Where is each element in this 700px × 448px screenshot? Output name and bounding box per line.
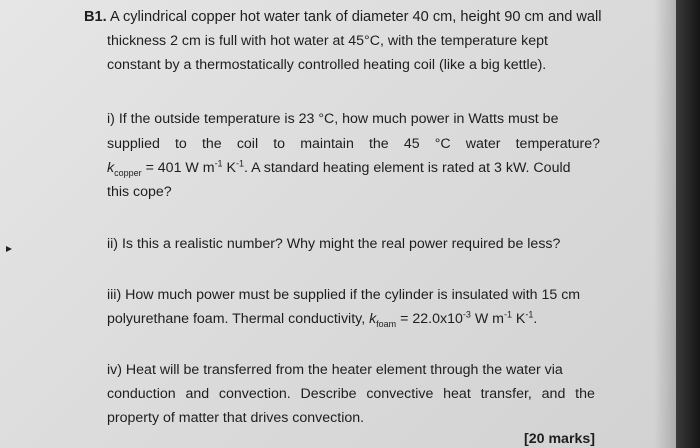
part-i-line-2 bbox=[107, 135, 600, 153]
word: temperature? bbox=[515, 136, 600, 152]
marks-total: [20 marks] bbox=[524, 431, 595, 447]
part-iii-period: . bbox=[533, 311, 538, 327]
part-iii-text-2: polyurethane foam. Thermal conductivity, bbox=[107, 311, 370, 327]
exponent: -1 bbox=[235, 158, 244, 169]
word: the bbox=[575, 386, 595, 402]
k-copper-value: = 401 W m bbox=[141, 160, 215, 176]
question-intro-line-3 bbox=[107, 56, 546, 74]
word: transfer, bbox=[480, 386, 532, 402]
part-i-text-1: i) If the outside temperature is 23 °C, how much power in Watts must be bbox=[107, 111, 559, 127]
part-ii-text-1: ii) Is this a realistic number? Why might the real power required be less? bbox=[107, 236, 561, 252]
exponent: -1 bbox=[503, 309, 512, 320]
part-iv-text-1: iv) Heat will be transferred from the heater element through the water via bbox=[107, 362, 563, 378]
k-foam-subscript: foam bbox=[376, 318, 397, 329]
part-i-line-3 bbox=[107, 159, 571, 177]
word: convection. bbox=[218, 386, 291, 402]
word: water bbox=[465, 136, 501, 152]
exponent: -3 bbox=[462, 309, 471, 320]
word: 45 bbox=[403, 136, 420, 152]
part-ii-line-1 bbox=[107, 235, 560, 253]
word: coil bbox=[236, 136, 259, 152]
word: maintain bbox=[300, 136, 354, 152]
question-intro-line-2 bbox=[107, 32, 548, 50]
k-foam-symbol: k bbox=[369, 311, 377, 327]
word: heat bbox=[443, 386, 471, 402]
part-iv-line-2 bbox=[107, 385, 595, 403]
intro-text-2: thickness 2 cm is full with hot water at 45°C, with the temperature kept bbox=[107, 33, 548, 49]
k-copper-unit: K bbox=[222, 160, 236, 176]
word: the bbox=[201, 136, 222, 152]
part-i-line-1 bbox=[107, 110, 558, 128]
question-number: B1. bbox=[84, 9, 107, 25]
word: Describe bbox=[300, 386, 357, 402]
part-iii-line-2 bbox=[107, 310, 537, 328]
page-edge-shadow bbox=[676, 0, 700, 448]
part-iii-line-1 bbox=[107, 286, 580, 304]
exponent: -1 bbox=[214, 158, 223, 169]
intro-text-3: constant by a thermostatically controlled heating coil (like a big kettle). bbox=[107, 57, 547, 73]
word: conduction bbox=[107, 386, 176, 402]
word: the bbox=[368, 136, 389, 152]
word: supplied bbox=[107, 136, 160, 152]
word: and bbox=[185, 386, 210, 402]
word: °C bbox=[434, 136, 451, 152]
k-foam-unit-w: W m bbox=[470, 311, 504, 327]
word: convective bbox=[366, 386, 434, 402]
part-iii-text-1: iii) How much power must be supplied if the cylinder is insulated with 15 cm bbox=[107, 287, 581, 303]
question-intro-line-1 bbox=[84, 8, 602, 26]
part-i-text-4: this cope? bbox=[107, 184, 172, 200]
k-copper-symbol: k bbox=[107, 160, 115, 176]
part-i-line-4 bbox=[107, 183, 172, 201]
part-iv-text-3: property of matter that drives convection. bbox=[107, 410, 365, 426]
part-i-text-3: . A standard heating element is rated at 3 kW. Could bbox=[244, 160, 571, 176]
arrow-marker-icon bbox=[6, 246, 12, 252]
word: and bbox=[541, 386, 566, 402]
intro-text-1: A cylindrical copper hot water tank of diameter 40 cm, height 90 cm and wall bbox=[109, 9, 602, 25]
k-foam-unit-k: K bbox=[511, 311, 526, 327]
k-foam-value: = 22.0x10 bbox=[396, 311, 463, 327]
word: to bbox=[273, 136, 286, 152]
word: to bbox=[174, 136, 187, 152]
part-iv-line-1 bbox=[107, 361, 563, 379]
part-iv-line-3 bbox=[107, 409, 364, 427]
exponent: -1 bbox=[525, 309, 534, 320]
k-copper-subscript: copper bbox=[114, 167, 142, 178]
